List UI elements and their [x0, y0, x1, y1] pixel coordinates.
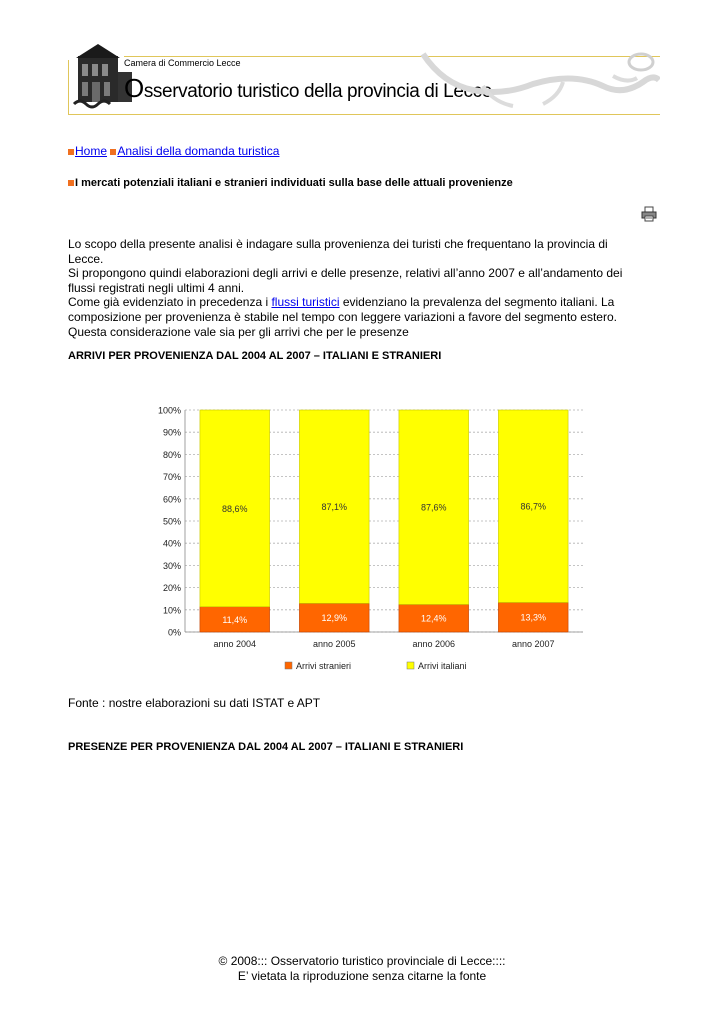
intro-text [68, 237, 640, 339]
breadcrumb [68, 144, 279, 158]
site-title-initial: O [124, 73, 144, 103]
flussi-turistici-link[interactable]: flussi turistici [271, 295, 340, 310]
legend-label: Arrivi stranieri [296, 661, 352, 671]
intro-p3-before: Come già evidenziato in precedenza i [68, 295, 272, 310]
bullet-icon [110, 149, 116, 155]
legend-swatch [407, 662, 414, 669]
data-label: 87,6% [420, 502, 447, 513]
intro-paragraph-2: Si propongono quindi elaborazioni degli arrivi e delle presenze, relativi all’anno 2007 e all’andamento dei flussi registrati negli ultimi 4 anni. [68, 266, 623, 295]
page-subtitle-text: I mercati potenziali italiani e stranieri individuati sulla base delle attuali provenienze [75, 177, 513, 189]
intro-paragraph-4: Questa considerazione vale sia per gli arrivi che per le presenze [68, 324, 409, 339]
footer-notice: E’ vietata la riproduzione senza citarne la fonte [237, 969, 487, 983]
intro-paragraph-3 [68, 295, 640, 324]
y-tick-label: 80% [162, 449, 181, 460]
header-left-rule [68, 60, 69, 115]
x-tick-label: anno 2006 [412, 639, 456, 649]
section-title-arrivi: ARRIVI PER PROVENIENZA DAL 2004 AL 2007 – ITALIANI E STRANIERI [68, 350, 442, 362]
y-tick-label: 90% [162, 427, 181, 438]
data-label: 86,7% [520, 501, 547, 512]
data-label: 88,6% [221, 503, 248, 514]
y-tick-label: 70% [162, 472, 181, 483]
bullet-icon [68, 149, 74, 155]
site-title-rest: sservatorio turistico della provincia di Lecce [143, 81, 492, 102]
data-label: 11,4% [222, 614, 248, 625]
x-tick-label: anno 2004 [213, 639, 257, 649]
y-tick-label: 30% [162, 560, 181, 571]
breadcrumb-home-link[interactable]: Home [75, 144, 108, 158]
data-label: 12,9% [321, 613, 348, 624]
legend-label: Arrivi italiani [418, 661, 467, 671]
breadcrumb-analysis-link[interactable]: Analisi della domanda turistica [117, 144, 280, 158]
data-label: 13,3% [520, 612, 547, 623]
bullet-icon [68, 180, 74, 186]
y-tick-label: 100% [157, 405, 181, 416]
intro-p3-after: evidenziano la prevalenza del segmento italiani. La composizione per provenienza è stabile nel tempo con leggere variazioni a favore del segmento estero. [68, 295, 617, 324]
y-tick-label: 60% [162, 494, 181, 505]
print-icon[interactable] [641, 206, 657, 222]
page-footer [0, 954, 724, 984]
x-tick-label: anno 2005 [312, 639, 356, 649]
site-header [68, 40, 660, 116]
source-note: Fonte : nostre elaborazioni su dati ISTAT e APT [68, 696, 321, 710]
y-tick-label: 20% [162, 583, 181, 594]
y-tick-label: 50% [162, 516, 181, 527]
y-tick-label: 0% [167, 627, 181, 638]
data-label: 87,1% [321, 502, 348, 513]
section-title-presenze: PRESENZE PER PROVENIENZA DAL 2004 AL 2007 – ITALIANI E STRANIERI [68, 741, 464, 753]
org-name: Camera di Commercio Lecce [124, 58, 241, 68]
legend-swatch [285, 662, 292, 669]
sea-creature-decoration-icon [413, 46, 660, 114]
arrivi-stacked-bar-chart [145, 396, 585, 686]
x-tick-label: anno 2007 [511, 639, 555, 649]
y-tick-label: 10% [162, 605, 181, 616]
page-subtitle [68, 177, 513, 189]
y-tick-label: 40% [162, 538, 181, 549]
header-bottom-rule [68, 114, 660, 115]
data-label: 12,4% [420, 613, 447, 624]
intro-paragraph-1: Lo scopo della presente analisi è indagare sulla provenienza dei turisti che frequentano la provincia di Lecce. [68, 237, 608, 266]
footer-copyright: © 2008::: Osservatorio turistico provinciale di Lecce:::: [218, 954, 506, 968]
